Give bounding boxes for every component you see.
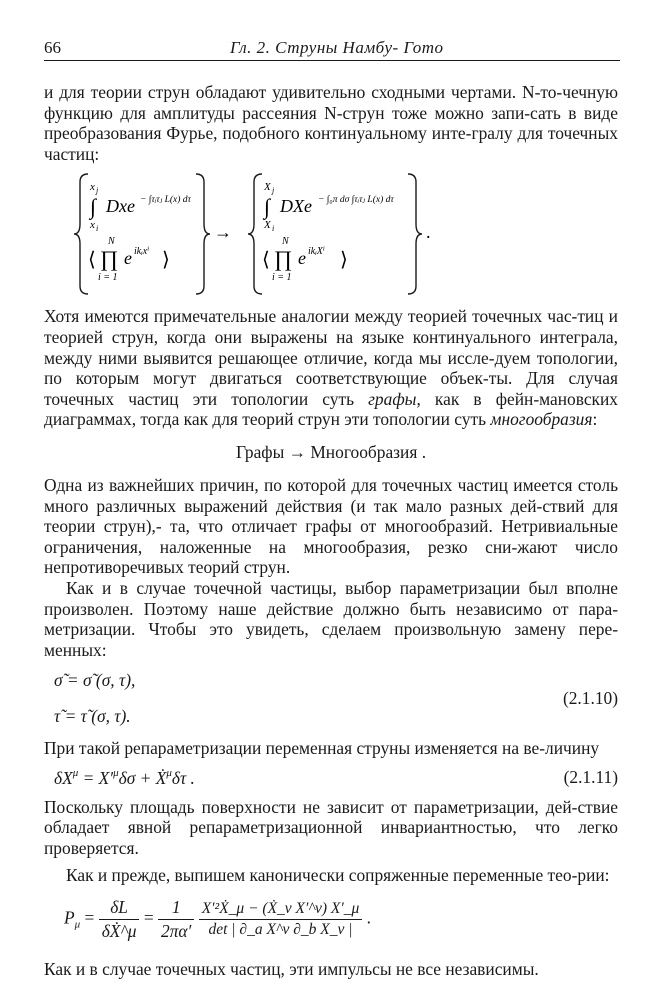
right-int-lower-sub: i <box>272 224 275 234</box>
right-prod-body: e <box>298 248 306 269</box>
paragraph-3: Одна из важнейших причин, по которой для точечных частиц имеется столь много различных выражений действия (и так мало разных дей-ствий для теории струн),- та, что отличает графы от многообразий. Нетривиальные ограничения, наложенные на многообразия, резко сни-жают число непротиворечивых теорий струн. <box>44 474 618 578</box>
frac3-den: det | ∂_a X^ν ∂_b X_ν | <box>208 921 353 939</box>
book-page <box>44 34 618 980</box>
right-int-upper: X <box>264 181 271 194</box>
fraction-dl-dx <box>99 897 140 942</box>
graphs-manifolds-line: Графы → Многообразия . <box>235 441 427 462</box>
momentum-lhs: P <box>64 907 75 928</box>
left-integral-sign: ∫ <box>90 194 97 220</box>
page-number: 66 <box>44 38 61 57</box>
right-prod-bottom: i = 1 <box>272 272 292 284</box>
right-open-brace <box>248 174 262 294</box>
frac1-den: δẊ^μ <box>101 921 137 942</box>
arrow: → <box>214 222 232 243</box>
formula-period: . <box>426 222 431 243</box>
frac3-num: X′²Ẋ_μ − (Ẋ_ν X′^ν) X′_μ <box>199 900 363 920</box>
term-manifolds: многообразия <box>490 409 593 430</box>
right-int-lower: X <box>264 219 271 232</box>
brace-formula-svg <box>44 168 618 300</box>
fraction-one-over-2pia <box>158 897 194 942</box>
equation-2-1-10 <box>44 670 618 732</box>
paragraph-7: Как и прежде, выпишем канонически сопряженные переменные тео-рии: <box>66 864 610 885</box>
equation-2-1-11 <box>44 765 618 793</box>
eq-2-1-10-line-2: τ̃ = τ̃ (σ, τ). <box>54 706 131 727</box>
header-rule <box>44 60 620 61</box>
paragraph-2-part-c: : <box>592 409 598 430</box>
paragraph-2-part-a: Хотя имеются примечательные аналогии между теорией точечных час-тиц и теорией струн, когда они выражены на языке континуального интеграла, между ними выявится решающее отличие, когда мы иссле-дуем топологии, по которым могут двигаться соответствующие объек-ты. Для случая точечных частиц эти топологии суть <box>44 306 618 409</box>
fourier-brace-formula <box>44 168 618 300</box>
eq-2-1-11-term2: δσ + Ẋ <box>118 767 167 788</box>
left-exponent: − ∫τᵢτⱼ L(x) dτ <box>140 195 191 206</box>
eq-2-1-11-term3: δτ . <box>171 767 195 788</box>
right-prod-exp: ikᵢXⁱ <box>308 246 325 258</box>
right-angle-open: ⟨ <box>262 249 270 272</box>
left-int-upper-sub: j <box>96 186 99 196</box>
eq-2-1-11-term1-sup: μ <box>113 766 119 779</box>
left-int-lower-sub: i <box>96 224 99 234</box>
left-prod-body: e <box>124 248 132 269</box>
right-close-brace <box>408 174 422 294</box>
paragraph-5: При такой репараметризации переменная струны изменяется на ве-личину <box>44 738 600 759</box>
left-prod-sign: ∏ <box>100 246 119 272</box>
eq-2-1-11-term2-sup: μ <box>166 766 172 779</box>
paragraph-4: Как и в случае точечной частицы, выбор параметризации был вполне произволен. Поэтому наше действие должно быть независимо от пара-метризации. Чтобы это увидеть, сделаем произвольную замену пере-менных: <box>44 577 618 660</box>
momentum-period: . <box>366 907 371 928</box>
equation-number-2-1-11: (2.1.11) <box>563 766 618 787</box>
eq-2-1-11-term1: = X′ <box>78 767 114 788</box>
left-prod-exp: ikᵢxⁱ <box>134 246 150 258</box>
left-close-brace <box>196 174 210 294</box>
left-angle-close: ⟩ <box>162 249 170 272</box>
eq-2-1-11-body <box>54 767 195 789</box>
term-graphs: графы <box>368 388 417 409</box>
left-integrand: Dxe <box>106 196 135 217</box>
right-int-upper-sub: j <box>272 186 275 196</box>
equation-number-2-1-10: (2.1.10) <box>562 688 618 709</box>
right-prod-sign: ∏ <box>274 246 293 272</box>
right-angle-close: ⟩ <box>340 249 348 272</box>
paragraph-1: и для теории струн обладают удивительно сходными чертами. N-то-чечную функцию для амплитуды рассеяния N-струн тоже можно запи-сать в виде преобразования Фурье, подобного континуальному инте-гралу для точечных частиц: <box>44 82 618 164</box>
paragraph-2 <box>44 306 618 430</box>
right-exponent: − ∫₀π dσ ∫τᵢτⱼ L(x) dτ <box>318 195 394 206</box>
momentum-lhs-sub: μ <box>74 918 81 931</box>
right-prod-top: N <box>282 236 289 248</box>
paragraph-6: Поскольку площадь поверхности не зависит от параметризации, дей-ствие обладает явной репараметризационной инвариантностью, что легко проверяется. <box>44 796 618 859</box>
left-angle-open: ⟨ <box>88 249 96 272</box>
momentum-formula <box>64 897 371 942</box>
left-int-lower: x <box>90 219 95 232</box>
frac2-den: 2πα′ <box>161 921 192 942</box>
paragraph-2-part-b: , как в фейн-мановских диаграммах, тогда как для теорий струн эти топологии суть <box>44 388 619 430</box>
paragraph-8: Как и в случае точечных частиц, эти импульсы не все независимы. <box>44 959 539 980</box>
running-header <box>44 34 618 60</box>
right-integral-sign: ∫ <box>264 194 271 220</box>
momentum-eq-2: = <box>143 907 154 928</box>
left-int-upper: x <box>90 181 95 194</box>
frac2-num: 1 <box>158 897 194 920</box>
left-prod-bottom: i = 1 <box>98 272 118 284</box>
eq-2-1-11-lhs-sup: μ <box>72 766 79 779</box>
equation-momentum <box>44 891 618 949</box>
momentum-eq-1: = <box>84 907 95 928</box>
fraction-main <box>199 900 363 939</box>
left-prod-top: N <box>108 236 115 248</box>
frac1-num: δL <box>99 897 140 920</box>
eq-2-1-11-lhs: δX <box>54 767 73 788</box>
left-open-brace <box>74 174 88 294</box>
right-integrand: DXe <box>280 196 312 217</box>
eq-2-1-10-line-1: σ̃ = σ̃ (σ, τ), <box>54 670 136 691</box>
running-title: Гл. 2. Струны Намбу- Гото <box>230 38 444 57</box>
